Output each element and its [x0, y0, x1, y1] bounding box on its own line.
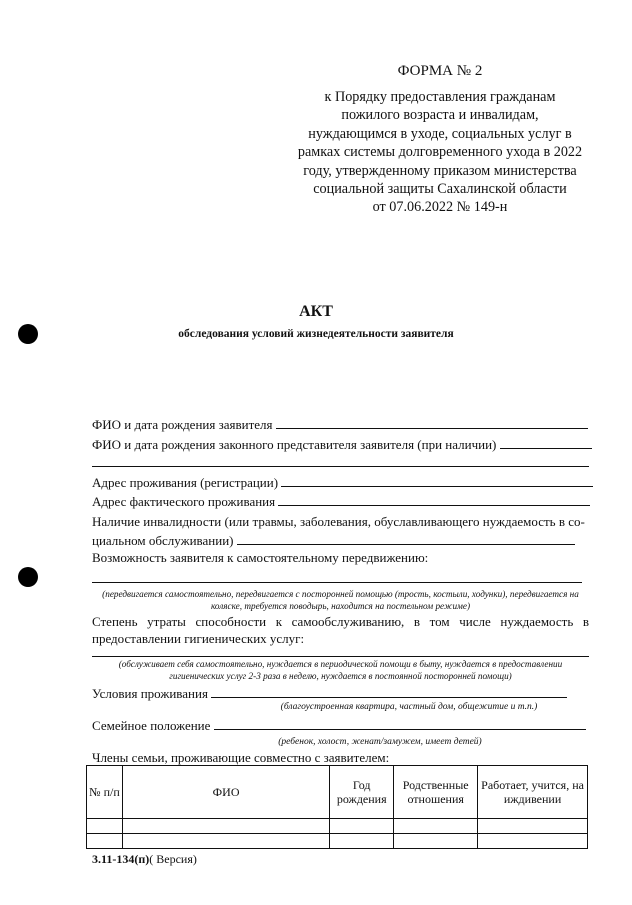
column-header-relationship: Родственные отношения — [394, 766, 478, 819]
representative-field[interactable] — [500, 436, 592, 449]
mobility-row — [92, 550, 589, 566]
table-row — [87, 819, 588, 834]
registration-address-row — [92, 474, 589, 491]
table-cell[interactable] — [87, 834, 123, 849]
selfcare-label: Степень утраты способности к самообслуживанию, в том числе нуждаемость в предоставлении гигиенических услуг: — [92, 614, 589, 646]
table-row — [87, 834, 588, 849]
family-status-row — [92, 717, 589, 734]
form-number: ФОРМА № 2 — [397, 63, 483, 79]
table-header-row — [87, 766, 588, 819]
appendix-line: социальной защиты Сахалинской области — [313, 181, 567, 198]
representative-label: ФИО и дата рождения законного представителя заявителя (при наличии) — [92, 437, 497, 452]
selfcare-field[interactable] — [92, 656, 589, 657]
living-conditions-label: Условия проживания — [92, 686, 208, 701]
applicant-name-row — [92, 416, 589, 433]
document-code: 3.11-134(п) — [92, 852, 150, 866]
column-header-name: ФИО — [122, 766, 329, 819]
act-subtitle: обследования условий жизнедеятельности заявителя — [178, 328, 454, 340]
representative-field-continued[interactable] — [92, 466, 589, 467]
family-status-field[interactable] — [214, 717, 586, 730]
applicant-name-field[interactable] — [276, 416, 588, 429]
column-header-number: № п/п — [87, 766, 123, 819]
table-cell[interactable] — [478, 819, 588, 834]
mobility-field[interactable] — [92, 582, 582, 583]
table-cell[interactable] — [330, 819, 394, 834]
appendix-line: от 07.06.2022 № 149-н — [372, 199, 508, 216]
appendix-reference — [282, 88, 598, 217]
appendix-line: к Порядку предоставления гражданам — [324, 89, 556, 105]
disability-label: Наличие инвалидности (или травмы, заболевания, обуславливающего нуждаемость в со- — [92, 514, 585, 529]
family-members-row — [92, 750, 589, 766]
table-cell[interactable] — [394, 819, 478, 834]
registration-address-label: Адрес проживания (регистрации) — [92, 475, 279, 490]
disability-field[interactable] — [237, 532, 575, 545]
family-status-hint: (ребенок, холост, женат/замужем, имеет детей) — [278, 737, 482, 747]
act-title: АКТ — [299, 303, 333, 320]
appendix-line: нуждающимся в уходе, социальных услуг в — [308, 125, 572, 142]
disability-row-2 — [92, 532, 589, 549]
representative-row — [92, 436, 589, 453]
appendix-line: году, утвержденному приказом министерства — [303, 162, 577, 179]
living-conditions-field[interactable] — [211, 685, 567, 698]
family-status-label: Семейное положение — [92, 718, 211, 733]
living-conditions-hint: (благоустроенная квартира, частный дом, общежитие и т.п.) — [280, 702, 538, 712]
mobility-hint: (передвигается самостоятельно, передвигается с посторонней помощью (трость, костыли, ходунки), передвигается на коляске, требуется поводырь, находится на постельном режиме) — [102, 589, 579, 611]
appendix-line: рамках системы долговременного ухода в 2022 — [297, 144, 583, 161]
family-members-label: Члены семьи, проживающие совместно с заявителем: — [92, 750, 390, 765]
table-cell[interactable] — [122, 819, 329, 834]
column-header-birth-year: Год рождения — [330, 766, 394, 819]
column-header-occupation: Работает, учится, на иждивении — [478, 766, 588, 819]
table-cell[interactable] — [394, 834, 478, 849]
living-conditions-row — [92, 685, 589, 702]
mobility-label: Возможность заявителя к самостоятельному передвижению: — [92, 550, 429, 565]
table-cell[interactable] — [330, 834, 394, 849]
table-cell[interactable] — [87, 819, 123, 834]
document-footer — [92, 852, 197, 867]
disability-row-1 — [92, 514, 589, 530]
disability-label-cont: циальном обслуживании) — [92, 533, 234, 548]
actual-address-row — [92, 493, 589, 510]
actual-address-field[interactable] — [278, 493, 590, 506]
table-cell[interactable] — [478, 834, 588, 849]
table-cell[interactable] — [122, 834, 329, 849]
selfcare-hint: (обслуживает себя самостоятельно, нуждается в периодической помощи в быту, нуждается в предоставлении гигиенических услуг 2-3 раза в неделю, нуждается в постоянной посторонней помощи) — [118, 659, 563, 681]
appendix-line: пожилого возраста и инвалидам, — [341, 107, 539, 124]
document-version: ( Версия) — [149, 852, 197, 866]
actual-address-label: Адрес фактического проживания — [92, 494, 276, 509]
punch-hole — [18, 567, 38, 587]
family-members-table — [86, 765, 588, 849]
registration-address-field[interactable] — [281, 474, 593, 487]
applicant-name-label: ФИО и дата рождения заявителя — [92, 417, 273, 432]
